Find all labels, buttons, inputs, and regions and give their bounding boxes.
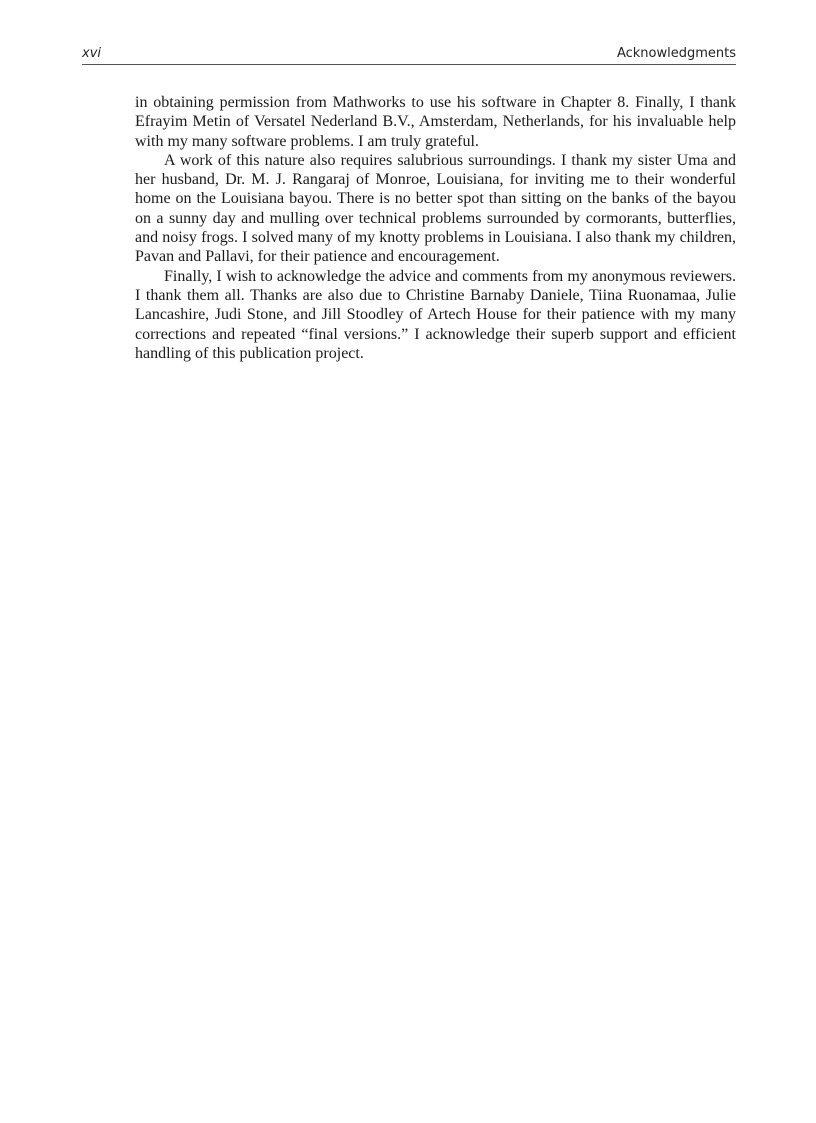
- running-head-title: Acknowledgments: [616, 46, 736, 61]
- header-rule: [82, 64, 736, 65]
- paragraph-continued: in obtaining permission from Mathworks to use his software in Chapter 8. Finally, I thank Efrayim Metin of Versatel Nederland B.V., Amsterdam, Netherlands, for his invaluable help with my many software problems. I am truly grateful.: [135, 94, 736, 150]
- page-number: xvi: [82, 46, 101, 61]
- paragraph-surroundings: A work of this nature also requires salubrious surroundings. I thank my sister Uma and her husband, Dr. M. J. Rangaraj of Monroe, Louisiana, for inviting me to their wonderful home on the Louisiana bayou. There is no better spot than sitting on the banks of the bayou on a sunny day and mulling over technical problems surrounded by cormorants, butterflies, and noisy frogs. I solved many of my knotty problems in Louisiana. I also thank my children, Pavan and Pallavi, for their patience and encouragement.: [135, 151, 736, 266]
- running-head: [82, 45, 736, 65]
- body-text: [135, 93, 736, 363]
- paragraph-reviewers: Finally, I wish to acknowledge the advice and comments from my anonymous reviewers. I thank them all. Thanks are also due to Christine Barnaby Daniele, Tiina Ruonamaa, Julie Lancashire, Judi Stone, and Jill Stoodley of Artech House for their patience with my many corrections and repeated “final versions.” I acknowledge their superb support and efficient handling of this publication project.: [135, 267, 736, 362]
